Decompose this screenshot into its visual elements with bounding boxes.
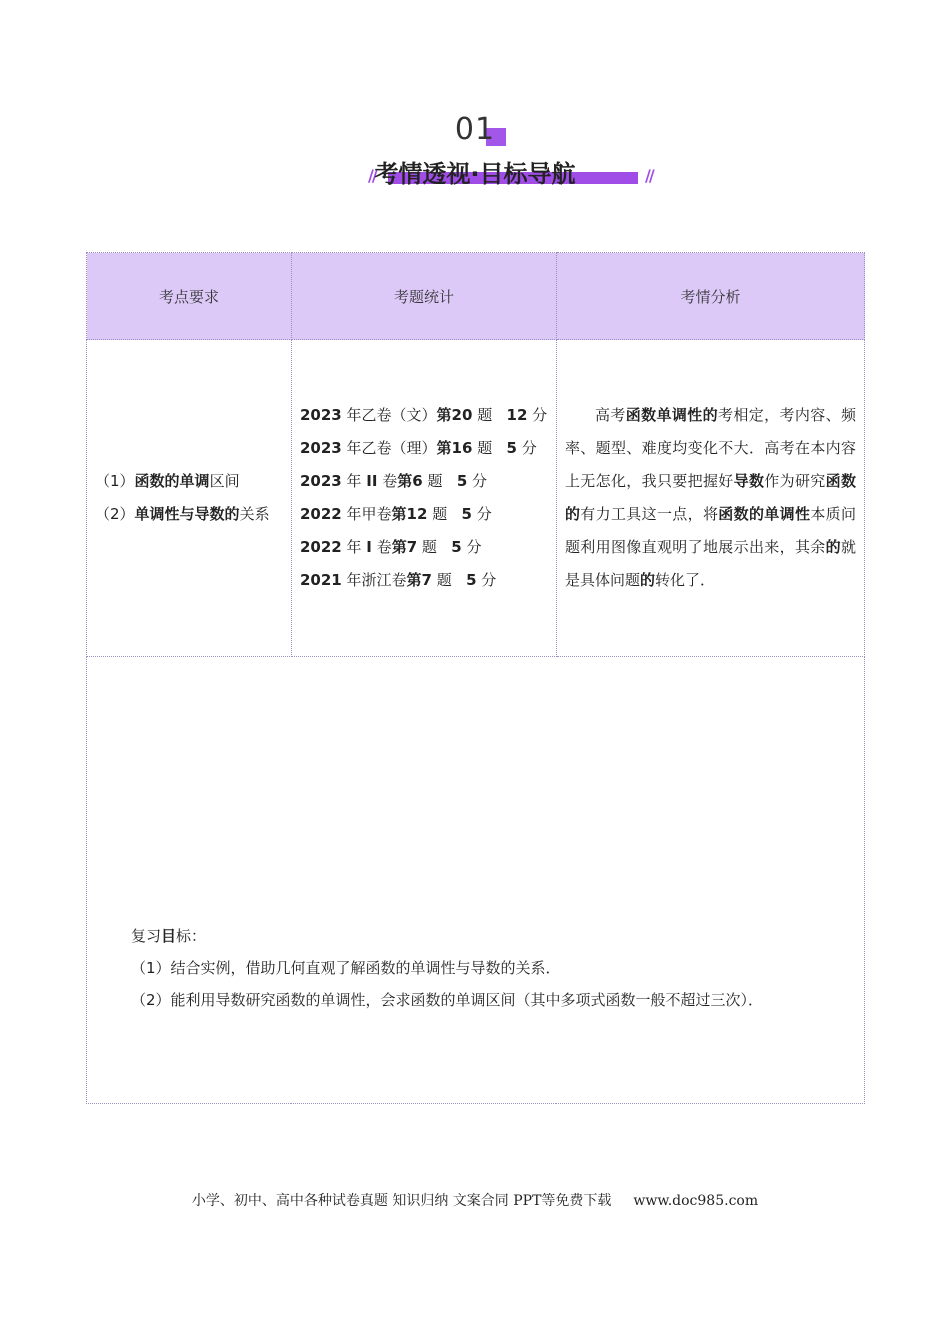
analysis-cell xyxy=(556,340,864,657)
stat-item: 2023 年乙卷（理）第16 题 5 分 xyxy=(299,439,537,457)
goals-cell xyxy=(87,657,865,1104)
review-goals xyxy=(87,744,864,1016)
header-analysis: 考情分析 xyxy=(556,253,864,340)
section-number: 01 xyxy=(454,112,496,147)
footer-text: 小学、初中、高中各种试卷真题 知识归纳 文案合同 PPT等免费下载 xyxy=(191,1193,612,1209)
goals-row xyxy=(87,657,865,1104)
stat-item: 2022 年甲卷第12 题 5 分 xyxy=(299,505,492,523)
goals-heading: 复习目标： xyxy=(131,927,207,945)
goal-item: （1）结合实例，借助几何直观了解函数的单调性与导数的关系． xyxy=(131,959,561,977)
header-requirements: 考点要求 xyxy=(87,253,292,340)
title-slash-left: // xyxy=(368,166,376,185)
goal-item: （2）能利用导数研究函数的单调性，会求函数的单调区间（其中多项式函数一般不超过三次）． xyxy=(131,991,764,1009)
title-slash-right: // xyxy=(645,166,653,185)
statistics-cell xyxy=(291,340,556,657)
analysis-paragraph: 高考函数单调性的考相定，考内容、频率、题型、难度均变化不大．高考在本内容上无怎化，我只要把握好导数作为研究函数的有力工具这一点，将函数的单调性本质问题利用图像直观明了地展示出来，其余的就是具体问题的转化了． xyxy=(564,406,856,589)
section-title: 考情透视·目标导航 xyxy=(374,160,576,188)
table-body-row xyxy=(87,340,865,657)
requirements-cell xyxy=(87,340,292,657)
header-statistics: 考题统计 xyxy=(291,253,556,340)
stat-item: 2023 年乙卷（文）第20 题 12 分 xyxy=(299,406,548,424)
table-header-row xyxy=(87,253,865,340)
requirement-item: （1）函数的单调区间 xyxy=(95,472,240,490)
stat-item: 2021 年浙江卷第7 题 5 分 xyxy=(299,571,497,589)
footer-url[interactable]: www.doc985.com xyxy=(633,1193,759,1209)
requirement-item: （2）单调性与导数的关系 xyxy=(95,505,270,523)
stat-item: 2022 年 I 卷第7 题 5 分 xyxy=(299,538,482,556)
exam-analysis-table xyxy=(86,252,865,1104)
stat-item: 2023 年 II 卷第6 题 5 分 xyxy=(299,472,488,490)
page-footer xyxy=(0,1190,950,1210)
